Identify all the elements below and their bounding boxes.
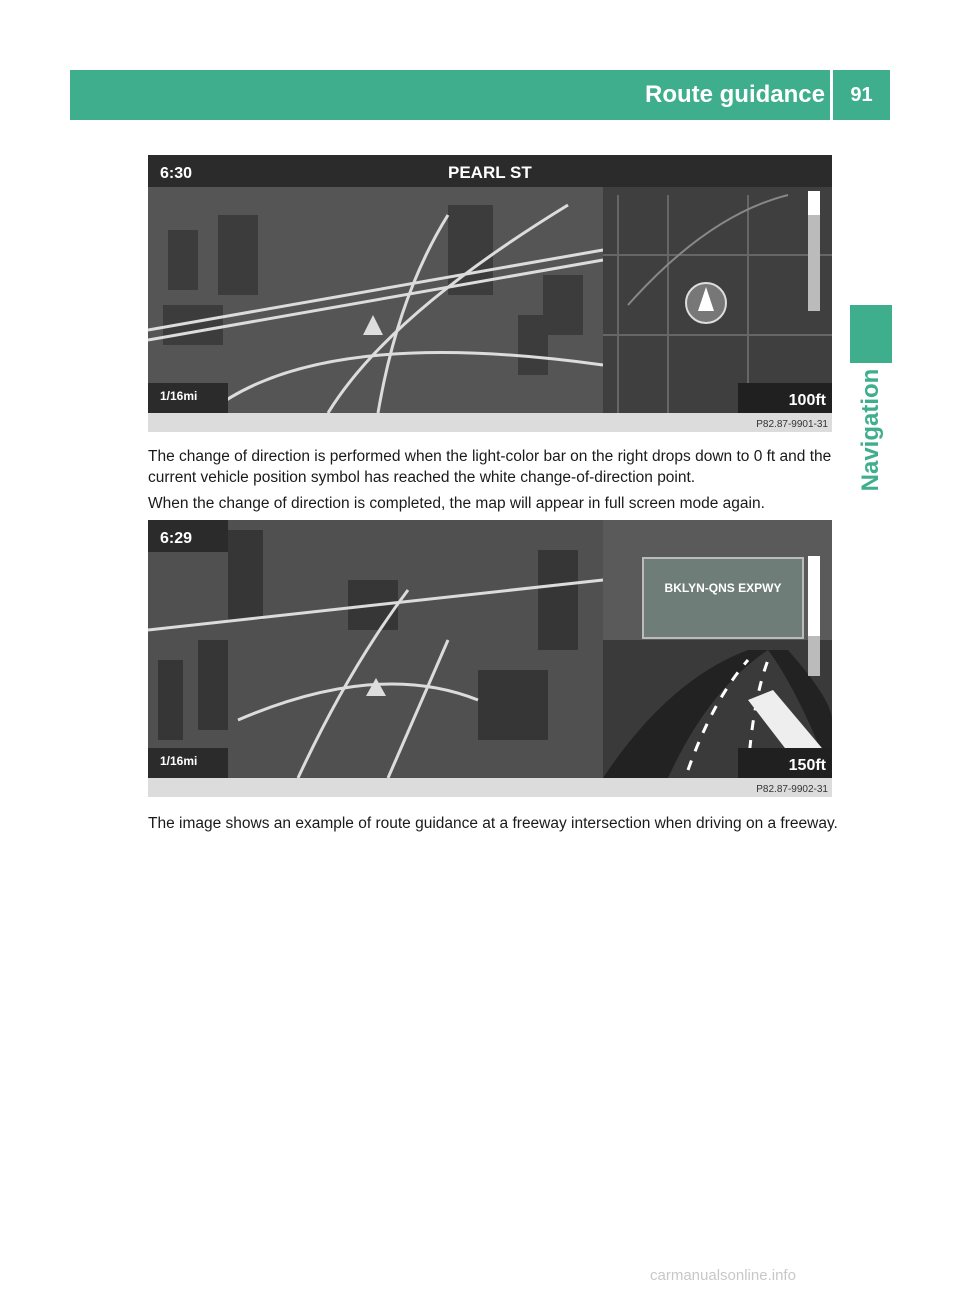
paragraph-freeway: The image shows an example of route guidance at a freeway intersection when driving on a freeway. — [148, 815, 838, 832]
section-title: Route guidance — [644, 81, 825, 108]
figure-code: P82.87-9901-31 — [756, 419, 828, 430]
map-scale: 1/16mi — [160, 389, 198, 403]
map-distance: 150ft — [788, 757, 826, 774]
map-time: 6:29 — [160, 530, 193, 547]
map-scale: 1/16mi — [160, 754, 198, 768]
section-tab-label: Navigation — [857, 368, 884, 492]
map-figure-2 — [148, 520, 832, 797]
map-screenshot-1 — [148, 155, 832, 413]
map-figure-1 — [148, 155, 832, 432]
map-street-name: PEARL ST — [448, 163, 532, 182]
map-distance: 100ft — [788, 392, 826, 409]
footer-watermark: carmanualsonline.info — [650, 1267, 796, 1284]
page-number: 91 — [850, 84, 873, 106]
section-tab-label-box — [850, 330, 892, 530]
paragraph-direction-change: The change of direction is performed when the light-color bar on the right drops down to 0 ft and the current vehicle position symbol has reached the white change-of-direction point. — [148, 448, 832, 486]
map-time: 6:30 — [160, 165, 193, 182]
paragraph-full-screen: When the change of direction is completed, the map will appear in full screen mode again. — [148, 495, 765, 512]
figure-code: P82.87-9902-31 — [756, 784, 828, 795]
freeway-sign: BKLYN-QNS EXPWY — [664, 581, 782, 595]
map-screenshot-2 — [148, 520, 832, 778]
